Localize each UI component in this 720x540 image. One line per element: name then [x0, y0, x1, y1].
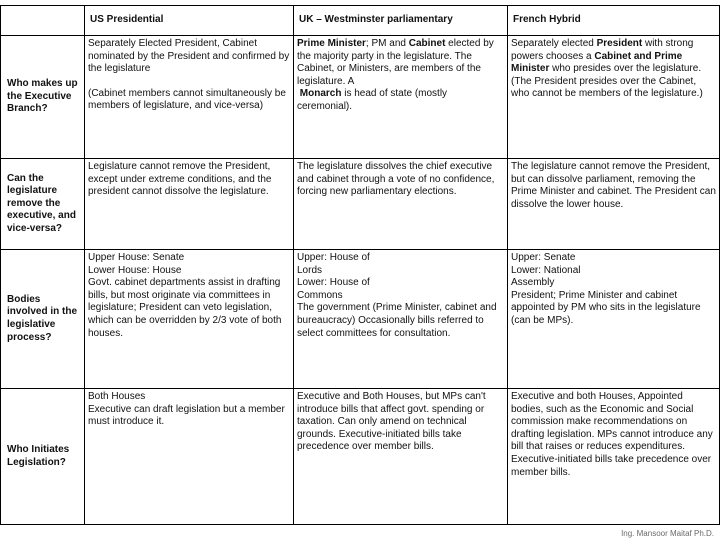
table-row [1, 36, 720, 159]
bold-term: Cabinet [408, 38, 446, 49]
cell-line: Lower: National Assembly [511, 264, 581, 289]
cell-text: ; PM and [365, 38, 409, 49]
cell-line: Upper: House of Lords [297, 252, 370, 276]
cell-line: Upper: Senate [511, 252, 576, 263]
cell-us-initiates [85, 389, 294, 525]
cell-text: (Cabinet members cannot simultaneously be members of legislature, and vice-versa) [88, 87, 286, 112]
cell-uk-bodies [294, 250, 508, 389]
bold-term: President [596, 38, 643, 49]
cell-uk-initiates: Executive and Both Houses, but MPs can't introduce bills that affect govt. spending or taxation. Can only amend on technical grounds. Executive-initiated bills take precedence over member bills. [294, 389, 508, 525]
cell-uk-removal: The legislature dissolves the chief executive and cabinet through a vote of no confidence, forcing new parliamentary elections. [294, 159, 508, 250]
cell-line: Govt. cabinet departments assist in drafting bills, but most originate via committees in legislature; President can veto legislation, which can be overridden by 2/3 vote of both houses. [88, 277, 282, 339]
bold-term: Prime Minister [297, 38, 366, 49]
header-row [1, 6, 720, 36]
cell-line: Executive can draft legislation but a member must introduce it. [88, 403, 285, 428]
cell-text: elected by the majority party in the legislature. The Cabinet, or Ministers, are members of the legislature. A [297, 38, 494, 87]
table-row [1, 389, 720, 525]
comparison-table [0, 5, 720, 525]
cell-fr-removal: The legislature cannot remove the President, but can dissolve parliament, removing the Prime Minister and cabinet. The President can dissolve the lower house. [508, 159, 720, 250]
cell-fr-bodies [508, 250, 720, 389]
header-french-hybrid: French Hybrid [508, 6, 720, 36]
cell-us-executive [85, 36, 294, 159]
row-label-executive-branch: Who makes up the Executive Branch? [1, 36, 85, 159]
cell-text: who presides over the legislature. (The President presides over the Cabinet, who cannot be members of the legislature.) [511, 63, 703, 100]
cell-text: with strong powers chooses a [511, 38, 694, 62]
cell-fr-initiates: Executive and both Houses, Appointed bodies, such as the Economic and Social commission make recommendations on drafting legislation. MPs cannot introduce any bill that raises or reduces expenditures. Executive-initiated bills take precedence over member bills. [508, 389, 720, 525]
row-label-bodies: Bodies involved in the legislative process? [1, 250, 85, 389]
author-credit: Ing. Mansoor Maitaf Ph.D. [621, 529, 714, 538]
cell-line: The government (Prime Minister, cabinet and bureaucracy) Occasionally bills referred to select committees for consultation. [297, 302, 497, 339]
bold-term: Monarch [299, 88, 342, 100]
cell-text: is head of state (mostly ceremonial). [297, 88, 448, 112]
header-us-presidential: US Presidential [85, 6, 294, 36]
header-uk-westminster: UK – Westminster parliamentary [294, 6, 508, 36]
cell-line: President; Prime Minister and cabinet appointed by PM who sits in the legislature (can be MPs). [511, 289, 701, 326]
bold-term: Cabinet and Prime Minister [511, 50, 683, 75]
cell-line: Upper House: Senate [88, 252, 185, 263]
cell-us-bodies [85, 250, 294, 389]
cell-text: Separately Elected President, Cabinet nominated by the President and confirmed by the legislature [88, 38, 290, 75]
cell-uk-executive [294, 36, 508, 159]
cell-line: Both Houses [88, 391, 146, 402]
cell-us-removal: Legislature cannot remove the President, except under extreme conditions, and the president cannot dissolve the legislature. [85, 159, 294, 250]
table-row [1, 250, 720, 389]
row-label-initiates: Who Initiates Legislation? [1, 389, 85, 525]
cell-line: Lower: House of Commons [297, 277, 370, 301]
cell-text: Separately elected [511, 38, 597, 49]
row-label-removal: Can the legislature remove the executive, and vice-versa? [1, 159, 85, 250]
header-blank-cell [1, 6, 85, 36]
table-row [1, 159, 720, 250]
cell-fr-executive [508, 36, 720, 159]
cell-line: Lower House: House [88, 264, 182, 276]
